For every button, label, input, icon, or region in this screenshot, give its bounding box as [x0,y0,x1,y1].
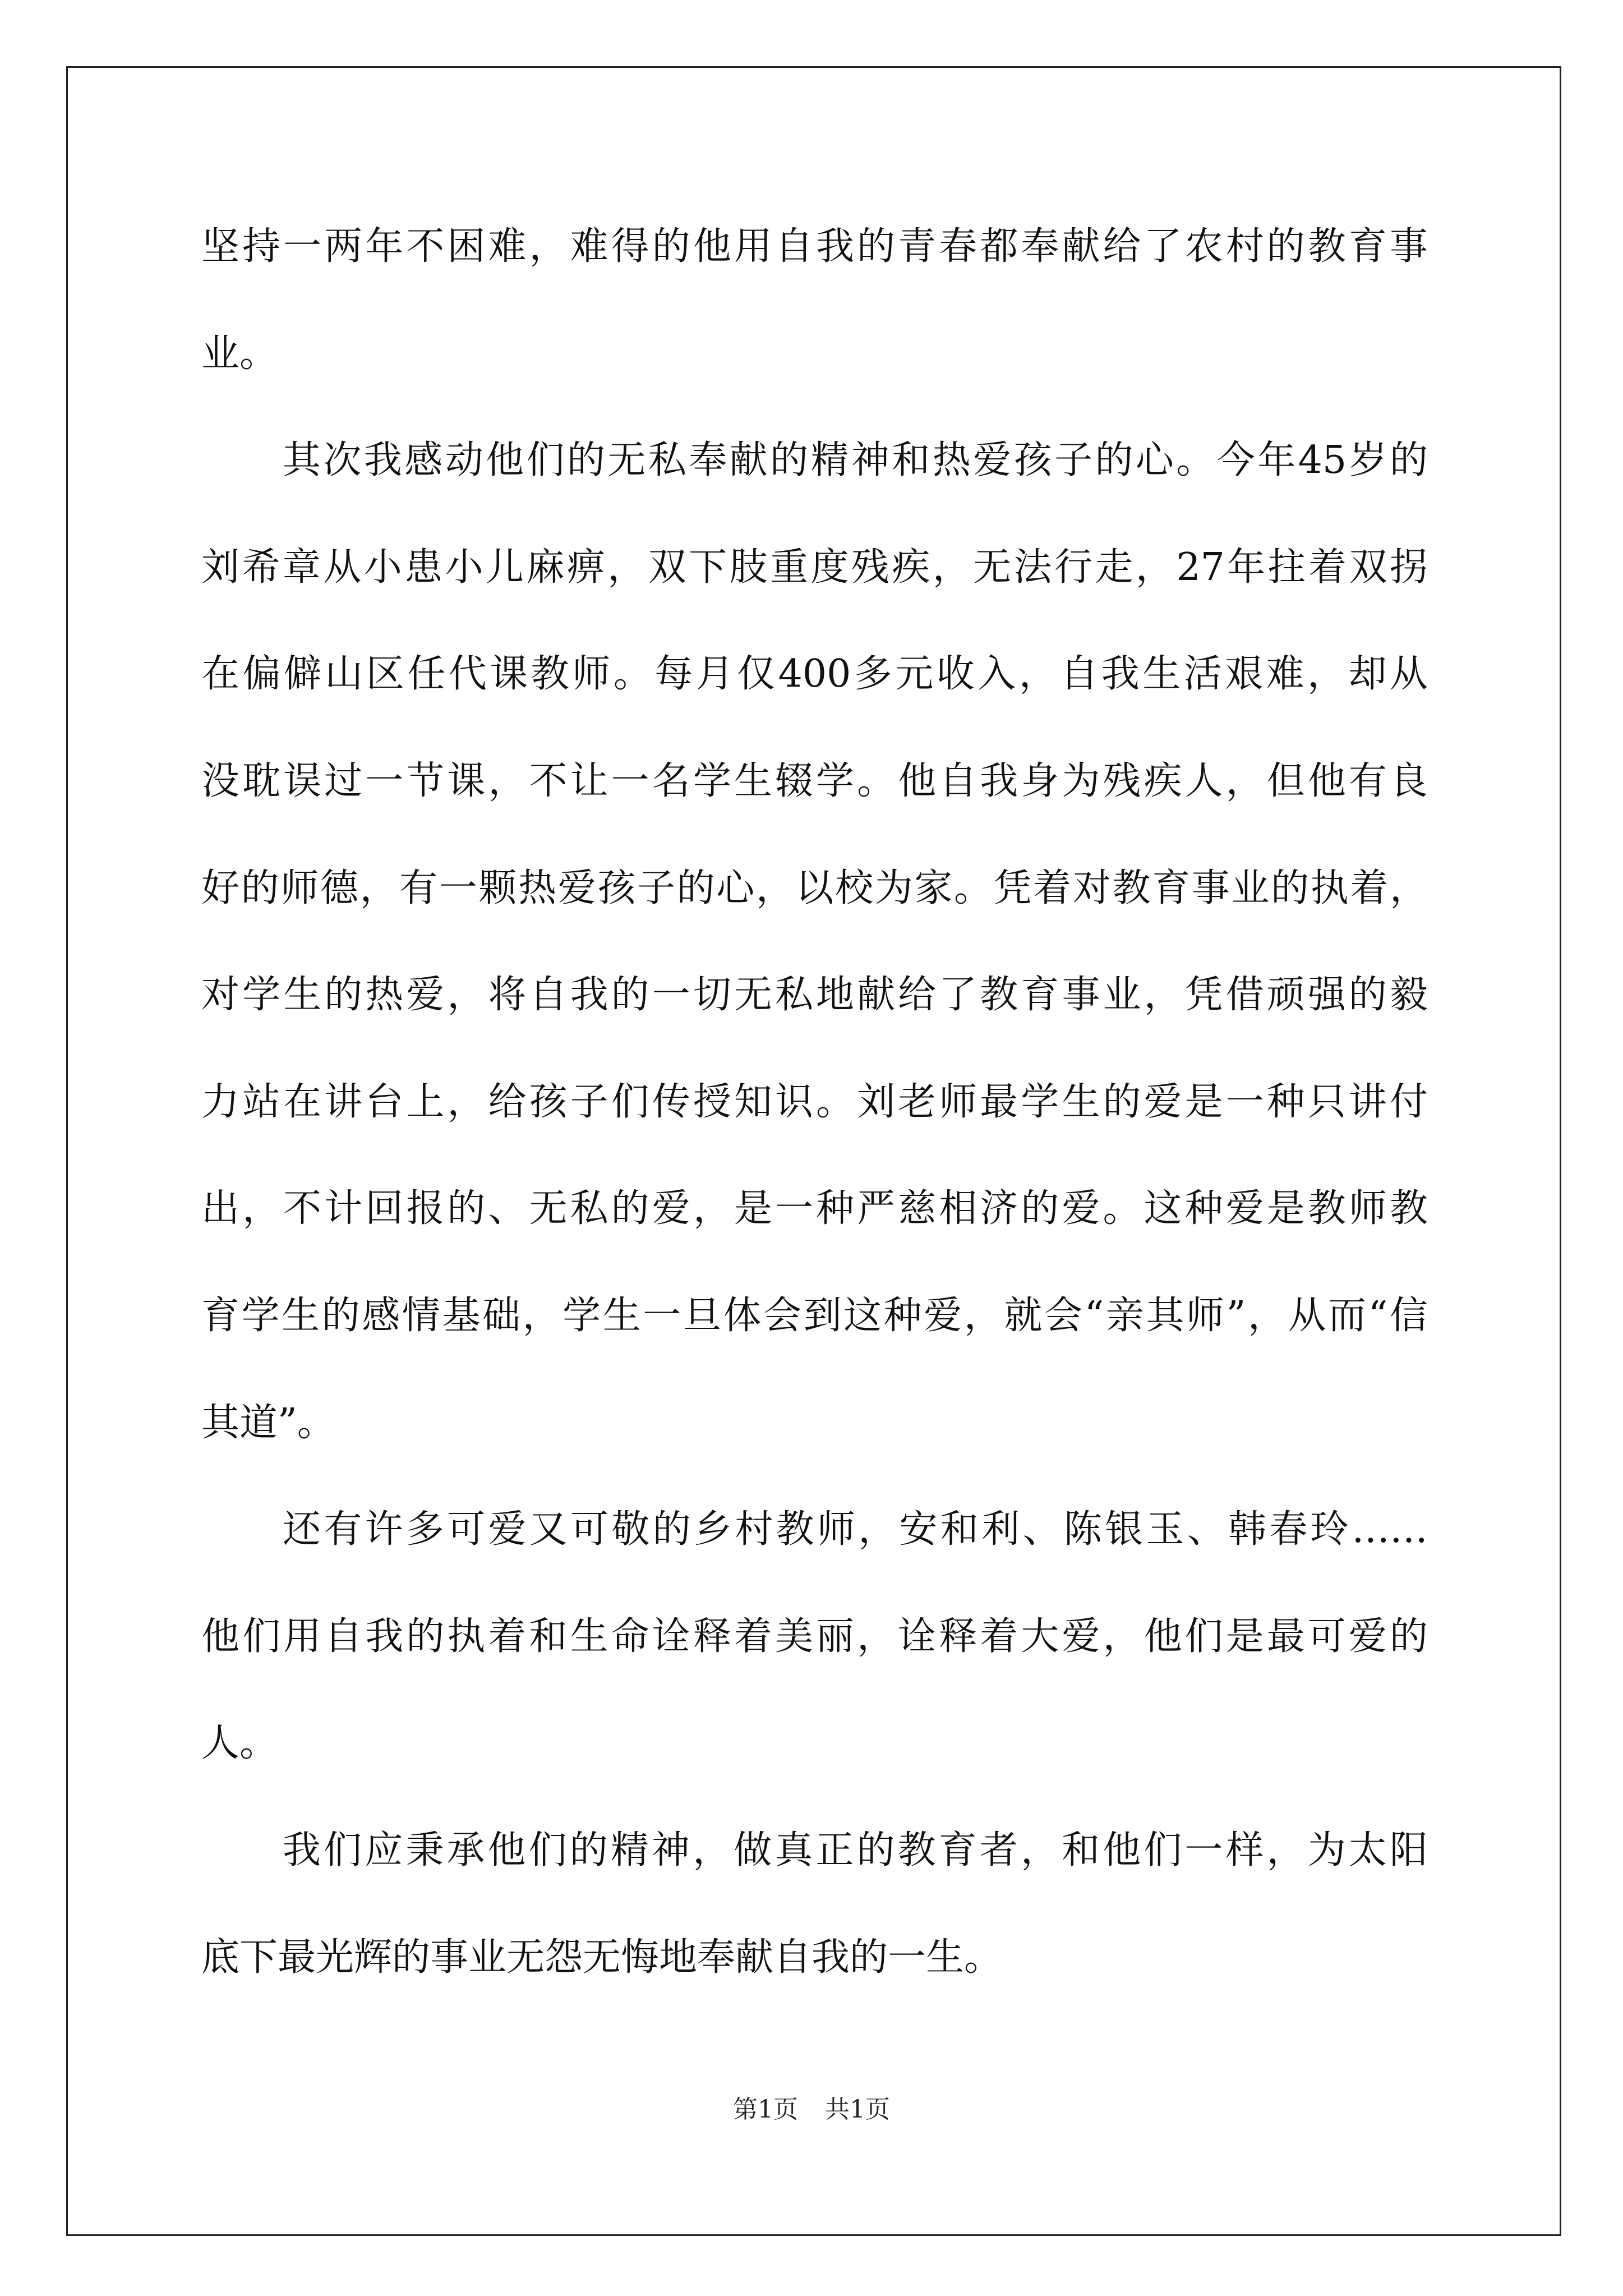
text-line: 力站在讲台上，给孩子们传授知识。刘老师最学生的爱是一种只讲付 [201,1079,1428,1124]
text-line: 对学生的热爱，将自我的一切无私地献给了教育事业，凭借顽强的毅 [201,973,1428,1018]
text-line: 我们应秉承他们的精神，做真正的教育者，和他们一样，为太阳 [283,1828,1428,1872]
text-line: 好的师德，有一颗热爱孩子的心，以校为家。凭着对教育事业的执着， [201,866,1428,910]
page-footer [0,2094,1623,2125]
paragraph [201,407,1428,1476]
document-body [201,194,1428,2011]
text-line: 还有许多可爱又可敬的乡村教师，安和利、陈银玉、韩春玲…… [283,1507,1428,1552]
text-line: 坚持一两年不困难，难得的他用自我的青春都奉献给了农村的教育事 [201,224,1428,269]
page-total: 共1页 [825,2095,890,2124]
text-line: 刘希章从小患小儿麻痹，双下肢重度残疾，无法行走，27年拄着双拐 [201,545,1428,590]
text-line: 业。 [201,331,278,376]
text-line: 没耽误过一节课，不让一名学生辍学。他自我身为残疾人，但他有良 [201,758,1428,803]
paragraph [201,1476,1428,1797]
paragraph [201,1797,1428,2011]
text-line: 出，不计回报的、无私的爱，是一种严慈相济的爱。这种爱是教师教 [201,1186,1428,1231]
text-line: 育学生的感情基础，学生一旦体会到这种爱，就会“亲其师”，从而“信 [201,1293,1428,1338]
text-line: 底下最光辉的事业无怨无悔地奉献自我的一生。 [201,1935,1003,1980]
text-line: 其道”。 [201,1400,335,1445]
text-line: 其次我感动他们的无私奉献的精神和热爱孩子的心。今年45岁的 [283,438,1428,483]
text-line: 他们用自我的执着和生命诠释着美丽，诠释着大爱，他们是最可爱的 [201,1614,1428,1659]
paragraph [201,194,1428,407]
page-number: 第1页 [733,2095,798,2124]
text-line: 人。 [201,1721,278,1766]
text-line: 在偏僻山区任代课教师。每月仅400多元收入，自我生活艰难，却从 [201,652,1428,697]
